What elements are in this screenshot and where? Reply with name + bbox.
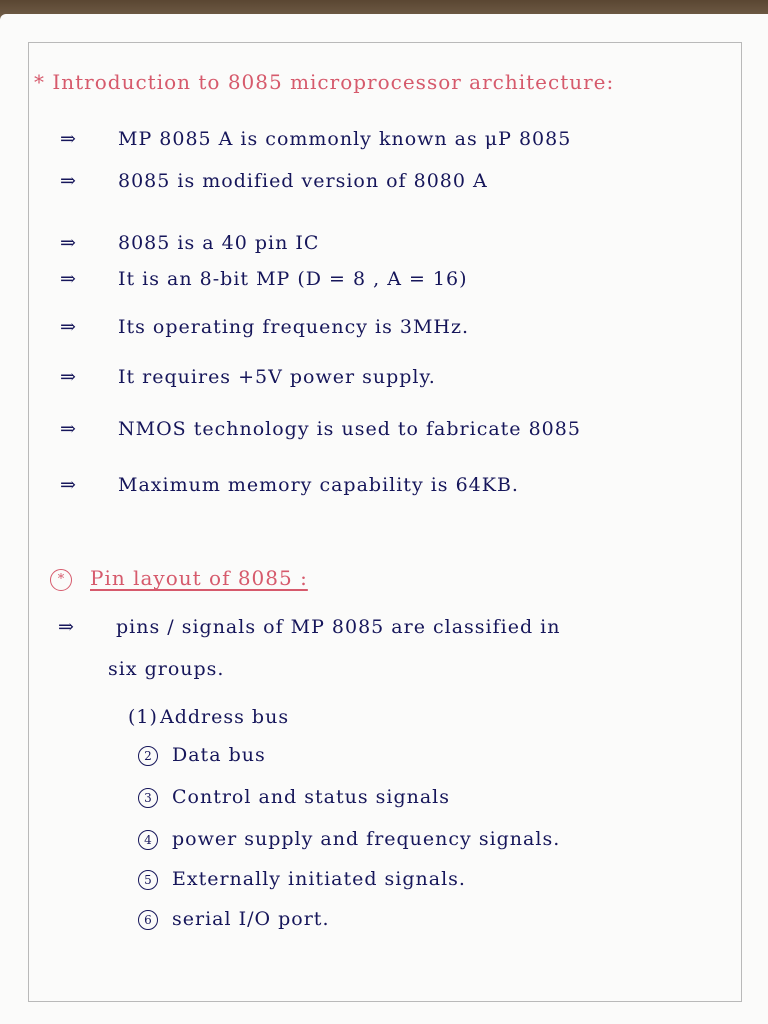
group-text: Externally initiated signals. (172, 868, 466, 890)
list-item (60, 316, 469, 338)
implies-arrow-icon: ⇒ (60, 418, 77, 440)
item-text: 8085 is modified version of 8080 A (118, 170, 488, 192)
implies-arrow-icon: ⇒ (60, 474, 77, 496)
group-item (138, 828, 560, 850)
group-item (138, 908, 329, 930)
list-item (60, 128, 571, 150)
item-text: It requires +5V power supply. (118, 366, 436, 388)
intro-line (58, 616, 561, 638)
implies-arrow-icon: ⇒ (60, 170, 77, 192)
implies-arrow-icon: ⇒ (60, 232, 77, 254)
item-text: NMOS technology is used to fabricate 8085 (118, 418, 581, 440)
group-text: Data bus (172, 744, 266, 766)
item-text: Maximum memory capability is 64KB. (118, 474, 519, 496)
item-text: Its operating frequency is 3MHz. (118, 316, 470, 338)
section2-heading (50, 566, 308, 591)
star-circle-icon: * (50, 569, 72, 591)
group-text: serial I/O port. (172, 908, 330, 930)
implies-arrow-icon: ⇒ (58, 616, 75, 638)
item-text: MP 8085 A is commonly known as μP 8085 (118, 128, 572, 150)
circled-number: 5 (138, 870, 158, 890)
list-item (60, 366, 436, 388)
circled-number: 2 (138, 746, 158, 766)
item-text: It is an 8-bit MP (D = 8 , A = 16) (118, 268, 468, 290)
section1-heading (34, 70, 614, 94)
implies-arrow-icon: ⇒ (60, 268, 77, 290)
group-text: power supply and frequency signals. (172, 828, 561, 850)
group-item (138, 744, 266, 766)
group-text: Control and status signals (172, 786, 451, 808)
list-item (60, 268, 468, 290)
group-item (138, 786, 450, 808)
group-item (138, 868, 466, 890)
group-item (128, 706, 289, 728)
star-icon: * (34, 70, 45, 94)
list-item (60, 170, 488, 192)
item-text: 8085 is a 40 pin IC (118, 232, 320, 254)
group-text: Address bus (160, 706, 290, 728)
intro-text: pins / signals of MP 8085 are classified in (116, 616, 561, 638)
section1-title: Introduction to 8085 microprocessor architecture: (52, 70, 615, 94)
list-item (60, 232, 319, 254)
circled-number: 6 (138, 910, 158, 930)
group-number: (1) (128, 706, 158, 728)
implies-arrow-icon: ⇒ (60, 316, 77, 338)
list-item (60, 418, 581, 440)
implies-arrow-icon: ⇒ (60, 128, 77, 150)
intro-line-2: six groups. (108, 658, 225, 680)
list-item (60, 474, 519, 496)
circled-number: 4 (138, 830, 158, 850)
section2-title: Pin layout of 8085 : (90, 566, 308, 590)
circled-number: 3 (138, 788, 158, 808)
implies-arrow-icon: ⇒ (60, 366, 77, 388)
